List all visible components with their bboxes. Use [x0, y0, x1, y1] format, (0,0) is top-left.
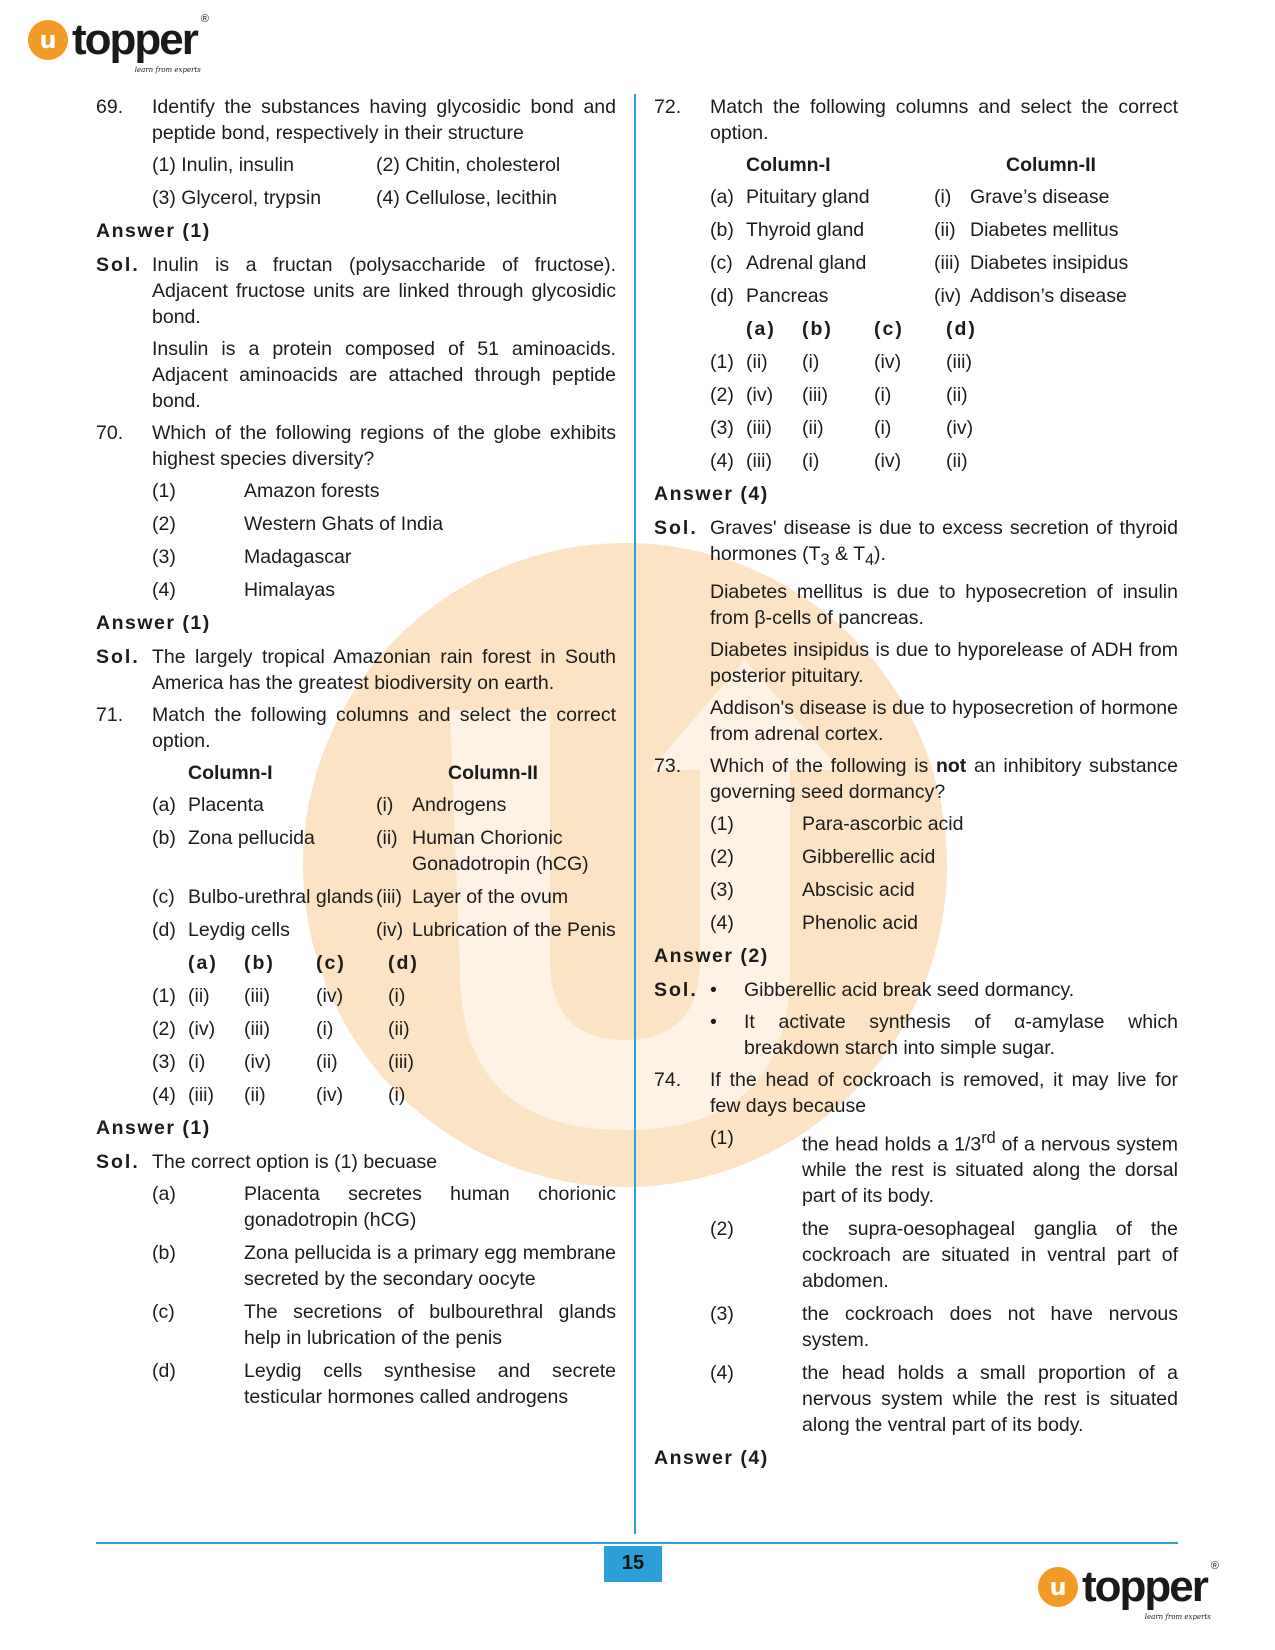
registered-mark: ® [200, 13, 209, 25]
question-number: 71. [96, 704, 124, 726]
header-a: (a) [188, 952, 218, 974]
solution-text: Inulin is a fructan (polysaccharide of fructose). Adjacent fructose units are linked through glycosidic bond. [152, 254, 616, 328]
left-column [96, 94, 616, 1417]
option-row [710, 448, 1178, 474]
option-cell: (i) [802, 351, 820, 373]
option-4 [710, 910, 1178, 936]
match-table-header [152, 760, 616, 786]
logo-tagline: learn from experts [134, 66, 201, 74]
topper-logo [1038, 1560, 1219, 1621]
solution-label: Sol. [96, 254, 140, 276]
point-text: Zona pellucida is a primary egg membrane secreted by the secondary oocyte [244, 1242, 616, 1290]
option-row [152, 1082, 616, 1108]
column-divider [634, 94, 636, 1534]
bullet-icon: • [710, 978, 717, 1001]
point-text: Placenta secretes human chorionic gonadotropin (hCG) [244, 1183, 616, 1231]
solution-bullet [654, 1009, 1178, 1061]
bullet-icon: • [710, 1010, 717, 1033]
option-number: (2) [710, 1218, 734, 1241]
row-label: (d) [710, 285, 734, 307]
row-label: (a) [152, 794, 176, 816]
row-label: (d) [152, 919, 176, 941]
option-text: the head holds a small proportion of a nervous system while the rest is situated along the ventral part of its body. [802, 1362, 1178, 1437]
answer: Answer (2) [654, 944, 769, 967]
point-label: (d) [152, 1360, 176, 1382]
row-label: (b) [710, 219, 734, 241]
option-3 [152, 544, 616, 570]
solution-label: Sol. [654, 978, 698, 1001]
solution-point [152, 1240, 616, 1292]
solution-label: Sol. [96, 646, 140, 668]
question-73 [654, 753, 1178, 805]
row-item: Pancreas [746, 285, 829, 307]
option-number: (2) [152, 1018, 176, 1040]
row-item: Pituitary gland [746, 186, 870, 208]
solution-bullet [654, 977, 1178, 1003]
option-cell: (iv) [244, 1051, 272, 1073]
option-4 [710, 1360, 1178, 1438]
match-row [152, 792, 616, 818]
match-row [152, 917, 616, 943]
option-cell: (iii) [244, 985, 270, 1007]
option-text: Para-ascorbic acid [802, 812, 964, 835]
question-text: Match the following columns and select the correct option. [152, 704, 616, 752]
solution-text: Graves' disease is due to excess secretion of thyroid hormones ($T_3$ & $T_4$). [710, 517, 1178, 569]
answer: Answer (4) [654, 483, 769, 505]
option-number: (3) [710, 1303, 734, 1326]
row-label: (i) [934, 186, 952, 208]
option-4: (4) Cellulose, lecithin [376, 187, 557, 209]
option-text: Gibberellic acid [802, 845, 936, 868]
topper-logo-word: topper ® learn from experts [72, 13, 209, 74]
bullet-text: It activate synthesis of α-amylase which breakdown starch into simple sugar. [744, 1010, 1178, 1059]
page-number: 15 [604, 1546, 662, 1582]
option-cell: (iii) [802, 384, 828, 406]
header-b: (b) [244, 952, 275, 974]
option-cell: (iii) [244, 1018, 270, 1040]
header-d: (d) [946, 318, 977, 340]
point-label: (c) [152, 1301, 175, 1323]
row-label: (iii) [934, 252, 960, 274]
option-cell: (iii) [746, 417, 772, 439]
topper-logo-badge: u [1038, 1567, 1078, 1607]
header-c: (c) [316, 952, 346, 974]
option-cell: (ii) [946, 450, 968, 472]
row-item: Androgens [412, 794, 507, 816]
option-cell: (iv) [746, 384, 774, 406]
option-number: (1) [710, 1126, 734, 1149]
option-number: (1) [710, 351, 734, 373]
option-cell: (ii) [244, 1084, 266, 1106]
question-71 [96, 702, 616, 754]
solution [96, 644, 616, 696]
option-cell: (ii) [746, 351, 768, 373]
solution-label: Sol. [654, 517, 698, 539]
option-text: Amazon forests [244, 480, 380, 502]
point-label: (b) [152, 1242, 176, 1264]
option-text: Madagascar [244, 546, 352, 568]
option-2 [152, 511, 616, 537]
match-table-header [710, 152, 1178, 178]
column-1-heading: Column-I [188, 762, 273, 784]
options-table-header [152, 950, 616, 976]
option-text: Phenolic acid [802, 911, 918, 934]
header-a: (a) [746, 318, 776, 340]
question-69 [96, 94, 616, 146]
row-item: Grave’s disease [970, 186, 1110, 208]
bullet-text: Gibberellic acid break seed dormancy. [744, 978, 1075, 1001]
option-text: the cockroach does not have nervous system. [802, 1303, 1178, 1352]
option-number: (3) [710, 417, 734, 439]
point-text: The secretions of bulbourethral glands help in lubrication of the penis [244, 1301, 616, 1349]
column-2-heading: Column-II [1006, 154, 1096, 176]
row-item: Lubrication of the Penis [412, 919, 616, 941]
question-text: Which of the following regions of the globe exhibits highest species diversity? [152, 422, 616, 470]
row-label: (ii) [376, 827, 398, 849]
option-cell: (i) [874, 384, 892, 406]
option-1: (1) Inulin, insulin [152, 154, 294, 176]
header-c: (c) [874, 318, 904, 340]
options-table [710, 316, 1178, 474]
solution [96, 252, 616, 330]
option-number: (2) [152, 513, 176, 535]
option-cell: (iv) [946, 417, 974, 439]
option-number: (3) [152, 546, 176, 568]
option-cell: (iii) [946, 351, 972, 373]
row-item: Human Chorionic Gonadotropin (hCG) [412, 827, 589, 875]
row-label: (iii) [376, 886, 402, 908]
answer: Answer (1) [96, 1117, 211, 1139]
options-table [152, 950, 616, 1108]
row-item: Leydig cells [188, 919, 290, 941]
match-row [710, 184, 1178, 210]
row-label: (ii) [934, 219, 956, 241]
match-row [710, 217, 1178, 243]
row-item: Diabetes mellitus [970, 219, 1119, 241]
option-cell: (ii) [188, 985, 210, 1007]
option-cell: (i) [316, 1018, 334, 1040]
question-number: 70. [96, 422, 124, 444]
option-text: Himalayas [244, 579, 336, 601]
question-number: 72. [654, 96, 682, 118]
option-cell: (iv) [188, 1018, 216, 1040]
question-74 [654, 1067, 1178, 1119]
row-label: (b) [152, 827, 176, 849]
option-row [152, 1016, 616, 1042]
row-label: (c) [710, 252, 733, 274]
row-item: Bulbo-urethral glands [188, 886, 374, 908]
option-row [152, 1049, 616, 1075]
option-row [710, 415, 1178, 441]
solution-text: Diabetes insipidus is due to hyporelease of ADH from posterior pituitary. [710, 638, 1178, 687]
row-label: (c) [152, 886, 175, 908]
answer: Answer (1) [96, 612, 211, 634]
question-text: Identify the substances having glycosidic bond and peptide bond, respectively in their structure [152, 96, 616, 144]
logo-tagline: learn from experts [1144, 1613, 1211, 1621]
option-row [152, 983, 616, 1009]
point-text: Leydig cells synthesise and secrete testicular hormones called androgens [244, 1360, 616, 1408]
option-cell: (iv) [316, 985, 344, 1007]
row-label: (iv) [934, 285, 962, 307]
option-number: (4) [710, 1362, 734, 1385]
option-text: the supra-oesophageal ganglia of the cockroach are situated in ventral part of abdomen. [802, 1218, 1178, 1293]
option-cell: (i) [874, 417, 892, 439]
solution-label: Sol. [96, 1151, 140, 1173]
question-text: If the head of cockroach is removed, it may live for few days because [710, 1068, 1178, 1117]
solution [96, 1149, 616, 1175]
solution-point [152, 1181, 616, 1233]
option-3 [710, 1301, 1178, 1353]
topper-logo-badge: u [28, 20, 68, 60]
match-row [710, 250, 1178, 276]
solution-text: Diabetes mellitus is due to hyposecretion of insulin from β-cells of pancreas. [710, 580, 1178, 629]
option-3: (3) Glycerol, trypsin [152, 187, 322, 209]
answer: Answer (4) [654, 1447, 769, 1470]
solution [654, 515, 1178, 573]
question-number: 73. [654, 754, 682, 777]
point-label: (a) [152, 1183, 176, 1205]
option-number: (2) [710, 845, 734, 868]
option-number: (1) [710, 812, 734, 835]
options-row [152, 185, 616, 211]
option-number: (3) [710, 878, 734, 901]
question-number: 69. [96, 96, 124, 118]
header-d: (d) [388, 952, 419, 974]
option-2 [710, 1216, 1178, 1294]
option-number: (1) [152, 985, 176, 1007]
column-2-heading: Column-II [448, 762, 538, 784]
topper-logo-word: topper ® learn from experts [1082, 1560, 1219, 1621]
option-number: (1) [152, 480, 176, 502]
row-label: (a) [710, 186, 734, 208]
option-cell: (iv) [874, 351, 902, 373]
options-row [152, 152, 616, 178]
option-text: Western Ghats of India [244, 513, 444, 535]
option-1 [152, 478, 616, 504]
question-number: 74. [654, 1068, 682, 1091]
solution-text: Addison's disease is due to hyposecretion of hormone from adrenal cortex. [710, 696, 1178, 745]
question-70 [96, 420, 616, 472]
question-text: Match the following columns and select the correct option. [710, 96, 1178, 144]
solution-text: The largely tropical Amazonian rain forest in South America has the greatest biodiversity on earth. [152, 646, 616, 694]
solution-point [152, 1358, 616, 1410]
row-item: Layer of the ovum [412, 886, 569, 908]
option-text: the head holds a 1/3rd of a nervous system while the rest is situated along the dorsal part of its body. [802, 1128, 1178, 1208]
option-4 [152, 577, 616, 603]
option-cell: (iii) [388, 1051, 414, 1073]
option-number: (4) [710, 450, 734, 472]
option-2: (2) Chitin, cholesterol [376, 154, 561, 176]
option-cell: (ii) [802, 417, 824, 439]
match-table [152, 760, 616, 943]
option-cell: (iv) [874, 450, 902, 472]
column-1-heading: Column-I [746, 154, 831, 176]
option-3 [710, 877, 1178, 903]
option-cell: (i) [388, 1084, 406, 1106]
header-b: (b) [802, 318, 833, 340]
options-table-header [710, 316, 1178, 342]
answer: Answer (1) [96, 220, 211, 242]
option-number: (4) [710, 911, 734, 934]
option-text: Abscisic acid [802, 878, 915, 901]
registered-mark: ® [1210, 1560, 1219, 1572]
option-row [710, 382, 1178, 408]
option-cell: (ii) [946, 384, 968, 406]
row-item: Zona pellucida [188, 827, 315, 849]
option-number: (4) [152, 1084, 176, 1106]
row-label: (i) [376, 794, 394, 816]
row-label: (iv) [376, 919, 404, 941]
option-1 [710, 811, 1178, 837]
match-row [152, 884, 616, 910]
option-row [710, 349, 1178, 375]
option-number: (2) [710, 384, 734, 406]
option-cell: (iii) [746, 450, 772, 472]
solution-text: The correct option is (1) becuase [152, 1151, 438, 1173]
option-cell: (ii) [316, 1051, 338, 1073]
option-2 [710, 844, 1178, 870]
option-cell: (i) [188, 1051, 206, 1073]
row-item: Diabetes insipidus [970, 252, 1129, 274]
option-cell: (iii) [188, 1084, 214, 1106]
match-row [152, 825, 616, 877]
right-column [654, 94, 1178, 1479]
option-number: (3) [152, 1051, 176, 1073]
question-72 [654, 94, 1178, 146]
option-1 [710, 1125, 1178, 1210]
option-number: (4) [152, 579, 176, 601]
solution-point [152, 1299, 616, 1351]
option-cell: (i) [388, 985, 406, 1007]
question-text: Which of the following is not an inhibitory substance governing seed dormancy? [710, 754, 1178, 803]
match-table [710, 152, 1178, 309]
match-row [710, 283, 1178, 309]
option-cell: (iv) [316, 1084, 344, 1106]
row-item: Thyroid gland [746, 219, 865, 241]
solution-text: Insulin is a protein composed of 51 aminoacids. Adjacent aminoacids are attached through peptide bond. [152, 338, 616, 412]
row-item: Placenta [188, 794, 264, 816]
footer-rule [96, 1542, 1178, 1544]
row-item: Adrenal gland [746, 252, 867, 274]
row-item: Addison’s disease [970, 285, 1127, 307]
topper-logo [28, 13, 209, 74]
option-cell: (i) [802, 450, 820, 472]
option-cell: (ii) [388, 1018, 410, 1040]
